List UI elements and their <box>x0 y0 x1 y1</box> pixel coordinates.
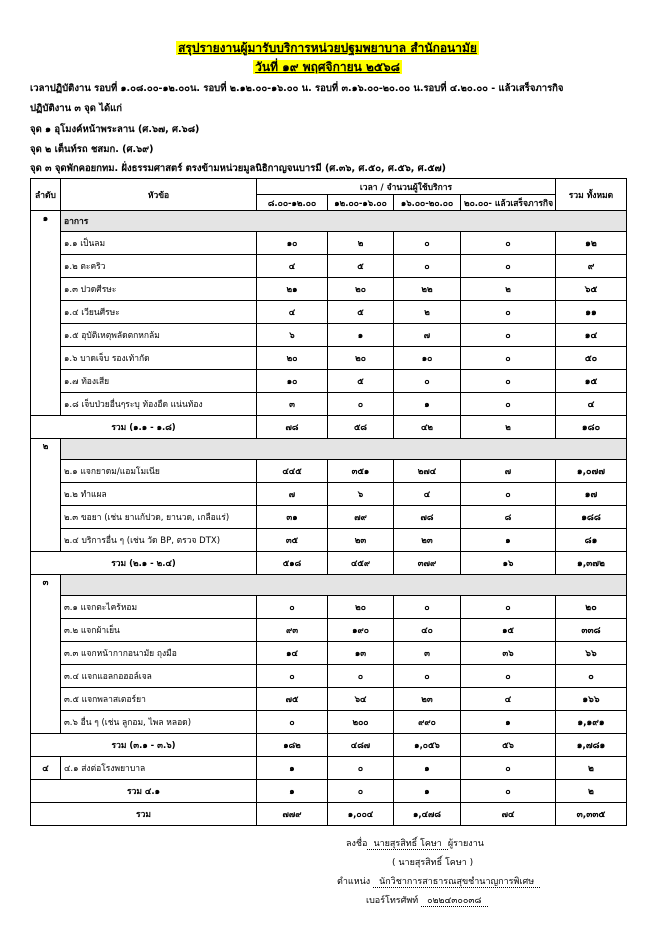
table-row <box>31 324 627 347</box>
table-row <box>31 619 627 642</box>
subtotal-total: ๑๘๐ <box>556 416 627 439</box>
row-value: ๑ <box>257 757 328 780</box>
row-value: ๐ <box>461 255 556 278</box>
row-value: ๐ <box>461 301 556 324</box>
col-time: เวลา / จำนวนผู้ใช้บริการ <box>257 179 556 195</box>
row-value: ๒๒ <box>394 278 461 301</box>
row-value: ๐ <box>461 665 556 688</box>
grand-total-row <box>31 803 627 826</box>
table-row <box>31 460 627 483</box>
row-value: ๐ <box>461 393 556 416</box>
col-topic: หัวข้อ <box>61 179 257 211</box>
table-row <box>31 370 627 393</box>
row-label: ๑.๕ อุบัติเหตุพลัดตกหกล้ม <box>61 324 257 347</box>
row-value: ๐ <box>461 757 556 780</box>
row-total: ๘๑ <box>556 529 627 552</box>
row-total: ๒ <box>556 757 627 780</box>
row-value: ๐ <box>394 255 461 278</box>
grand-total-value: ๑,๐๐๔ <box>328 803 394 826</box>
table-row <box>31 301 627 324</box>
subtotal-value: ๕๖ <box>461 734 556 757</box>
row-label: ๒.๑ แจกยาดม/แอมโมเนีย <box>61 460 257 483</box>
row-label: ๑.๖ บาดเจ็บ รองเท้ากัด <box>61 347 257 370</box>
row-value: ๘ <box>461 506 556 529</box>
row-value: ๒๐ <box>328 347 394 370</box>
row-value: ๐ <box>257 711 328 734</box>
section-name <box>61 439 627 460</box>
row-value: ๔๔๕ <box>257 460 328 483</box>
subtotal-value: ๕๑๘ <box>257 552 328 575</box>
row-label: ๓.๖ อื่น ๆ (เช่น ลูกอม, ไพล หลอด) <box>61 711 257 734</box>
subtotal-label: รวม (๓.๑ - ๓.๖) <box>31 734 257 757</box>
row-label: ๑.๗ ท้องเสีย <box>61 370 257 393</box>
report-title: สรุปรายงานผู้มารับบริการหน่วยปฐมพยาบาล สำนักอนามัย <box>178 41 477 55</box>
signer-phone: เบอร์โทรศัพท์ ๐๒๒๔๓๐๐๓๘ <box>366 893 488 907</box>
row-total: ๐ <box>556 665 627 688</box>
row-label: ๔.๑ ส่งต่อโรงพยาบาล <box>61 757 257 780</box>
grand-total-label: รวม <box>31 803 257 826</box>
row-value: ๑๔ <box>257 642 328 665</box>
subtotal-row <box>31 552 627 575</box>
row-label: ๓.๑ แจกตะไคร้หอม <box>61 596 257 619</box>
slot-1: ๘.๐๐-๑๒.๐๐ <box>257 195 328 211</box>
section-number: ๒ <box>31 439 61 552</box>
row-value: ๑ <box>394 757 461 780</box>
subtotal-total: ๑,๗๘๑ <box>556 734 627 757</box>
row-total: ๖๕ <box>556 278 627 301</box>
row-value: ๑ <box>461 711 556 734</box>
row-value: ๑๐ <box>257 232 328 255</box>
col-order: ลำดับ <box>31 179 61 211</box>
section-header-row <box>31 575 627 596</box>
row-value: ๒๑ <box>257 278 328 301</box>
row-value: ๗ <box>394 324 461 347</box>
row-value: ๕ <box>328 370 394 393</box>
row-value: ๐ <box>394 665 461 688</box>
work-hours: เวลาปฏิบัติงาน รอบที่ ๑.๐๘.๐๐-๑๒.๐๐น. รอบที่ ๒.๑๒.๐๐-๑๖.๐๐ น. รอบที่ ๓.๑๖.๐๐-๒๐.๐๐ น.รอบที่ ๔.๒๐.๐๐ - แล้วเสร็จภารกิจ <box>30 83 564 94</box>
row-value: ๔ <box>394 483 461 506</box>
row-value: ๒๐๐ <box>328 711 394 734</box>
subtotal-value: ๑ <box>394 780 461 803</box>
section-number: ๑ <box>31 211 61 416</box>
grand-total-value: ๗๔ <box>461 803 556 826</box>
subtotal-value: ๑๖ <box>461 552 556 575</box>
report-date: วันที่ ๑๙ พฤศจิกายน ๒๕๖๘ <box>255 60 400 74</box>
subtotal-total: ๒ <box>556 780 627 803</box>
section-name: อาการ <box>61 211 627 232</box>
subtotal-row <box>31 734 627 757</box>
subtotal-value: ๑๘๒ <box>257 734 328 757</box>
subtotal-row <box>31 416 627 439</box>
row-total: ๑๘๘ <box>556 506 627 529</box>
row-value: ๓ <box>394 642 461 665</box>
subtotal-value: ๗๘ <box>257 416 328 439</box>
row-label: ๑.๑ เป็นลม <box>61 232 257 255</box>
row-value: ๐ <box>461 483 556 506</box>
subtotal-label: รวม (๒.๑ - ๒.๔) <box>31 552 257 575</box>
row-value: ๔ <box>257 301 328 324</box>
table-row <box>31 711 627 734</box>
table-row <box>31 232 627 255</box>
row-label: ๒.๔ บริการอื่น ๆ (เช่น วัด BP, ตรวจ DTX) <box>61 529 257 552</box>
row-total: ๑๕ <box>556 370 627 393</box>
row-label: ๓.๓ แจกหน้ากากอนามัย ถุงมือ <box>61 642 257 665</box>
row-value: ๖ <box>257 324 328 347</box>
row-value: ๐ <box>394 596 461 619</box>
row-total: ๔ <box>556 393 627 416</box>
row-total: ๑๗ <box>556 483 627 506</box>
slot-2: ๑๒.๐๐-๑๖.๐๐ <box>328 195 394 211</box>
subtotal-row <box>31 780 627 803</box>
subtotal-value: ๐ <box>328 780 394 803</box>
subtotal-value: ๔๕๙ <box>328 552 394 575</box>
subtotal-value: ๑,๐๕๖ <box>394 734 461 757</box>
row-value: ๐ <box>328 757 394 780</box>
table-row <box>31 665 627 688</box>
table-row <box>31 506 627 529</box>
table-row <box>31 483 627 506</box>
row-total: ๓๓๘ <box>556 619 627 642</box>
row-label: ๑.๒ ตะคริว <box>61 255 257 278</box>
table-row <box>31 642 627 665</box>
row-value: ๒๐ <box>328 596 394 619</box>
point-3: จุด ๓ จุดพักคอยกทม. ฝั่งธรรมศาสตร์ ตรงข้ามหน่วยมูลนิธิกาญจนบารมี (ศ.๓๖, ศ.๕๐, ศ.๕๖, ศ.๕๗) <box>30 163 446 174</box>
row-total: ๑,๐๗๗ <box>556 460 627 483</box>
col-total: รวม ทั้งหมด <box>556 179 627 211</box>
signer-position: ตำแหน่ง นักวิชาการสาธารณสุขชำนาญการพิเศษ <box>337 874 540 888</box>
row-value: ๐ <box>257 665 328 688</box>
row-total: ๑๑ <box>556 301 627 324</box>
row-value: ๒๓ <box>394 688 461 711</box>
row-value: ๒ <box>394 301 461 324</box>
row-value: ๒๓ <box>394 529 461 552</box>
section-number: ๓ <box>31 575 61 734</box>
row-value: ๐ <box>461 232 556 255</box>
table-row <box>31 757 627 780</box>
row-value: ๐ <box>394 232 461 255</box>
row-total: ๑๖๖ <box>556 688 627 711</box>
row-total: ๕๐ <box>556 347 627 370</box>
table-row <box>31 278 627 301</box>
subtotal-value: ๔๒ <box>394 416 461 439</box>
row-value: ๙๓ <box>257 619 328 642</box>
row-value: ๕ <box>328 255 394 278</box>
row-label: ๑.๘ เจ็บป่วยอื่นๆระบุ ท้องอืด แน่นท้อง <box>61 393 257 416</box>
row-value: ๑ <box>328 324 394 347</box>
row-value: ๔๐ <box>394 619 461 642</box>
row-label: ๒.๓ ขอยา (เช่น ยาแก้ปวด, ยานวด, เกลือแร่) <box>61 506 257 529</box>
row-value: ๐ <box>257 596 328 619</box>
row-value: ๐ <box>461 347 556 370</box>
subtotal-label: รวม (๑.๑ - ๑.๘) <box>31 416 257 439</box>
row-total: ๑๒ <box>556 232 627 255</box>
subtotal-value: ๕๘ <box>328 416 394 439</box>
row-value: ๗๙ <box>328 506 394 529</box>
subtotal-label: รวม ๔.๑ <box>31 780 257 803</box>
subtotal-value: ๒ <box>461 416 556 439</box>
row-value: ๕ <box>328 301 394 324</box>
point-2: จุด ๒ เต็นท์รถ ชสมก. (ศ.๖๙) <box>30 144 154 155</box>
slot-3: ๑๖.๐๐-๒๐.๐๐ <box>394 195 461 211</box>
grand-total-total: ๓,๓๓๕ <box>556 803 627 826</box>
row-value: ๖ <box>328 483 394 506</box>
grand-total-value: ๑,๔๗๘ <box>394 803 461 826</box>
point-1: จุด ๑ อุโมงค์หน้าพระลาน (ศ.๖๗, ศ.๖๘) <box>30 124 200 135</box>
row-value: ๑๐ <box>257 370 328 393</box>
grand-total-value: ๗๗๙ <box>257 803 328 826</box>
row-value: ๒๓ <box>328 529 394 552</box>
row-label: ๒.๒ ทำแผล <box>61 483 257 506</box>
row-value: ๒๐ <box>257 347 328 370</box>
section-header-row <box>31 211 627 232</box>
row-value: ๙๙๐ <box>394 711 461 734</box>
row-label: ๓.๒ แจกผ้าเย็น <box>61 619 257 642</box>
table-row <box>31 688 627 711</box>
subtotal-value: ๐ <box>461 780 556 803</box>
row-value: ๓๕ <box>257 529 328 552</box>
row-value: ๗๘ <box>394 506 461 529</box>
work-points-intro: ปฏิบัติงาน ๓ จุด ได้แก่ <box>30 103 123 114</box>
table-row <box>31 596 627 619</box>
row-value: ๒ <box>328 232 394 255</box>
row-total: ๖๖ <box>556 642 627 665</box>
row-value: ๔ <box>257 255 328 278</box>
section-header-row <box>31 439 627 460</box>
row-value: ๒ <box>461 278 556 301</box>
row-total: ๑๔ <box>556 324 627 347</box>
row-value: ๒๗๔ <box>394 460 461 483</box>
row-total: ๒๐ <box>556 596 627 619</box>
signature-line: ลงชื่อ นายสุรสิทธิ์ โคษา ผู้รายงาน <box>346 839 484 849</box>
row-value: ๑ <box>394 393 461 416</box>
row-value: ๐ <box>394 370 461 393</box>
row-value: ๗๕ <box>257 688 328 711</box>
subtotal-value: ๑ <box>257 780 328 803</box>
section-name <box>61 575 627 596</box>
row-value: ๐ <box>328 665 394 688</box>
row-value: ๑๙๐ <box>328 619 394 642</box>
subtotal-total: ๑,๓๗๒ <box>556 552 627 575</box>
row-value: ๐ <box>461 596 556 619</box>
row-value: ๓๑ <box>257 506 328 529</box>
table-row <box>31 347 627 370</box>
row-label: ๓.๔ แจกแอลกอฮอล์เจล <box>61 665 257 688</box>
row-value: ๑๕ <box>461 619 556 642</box>
row-value: ๗ <box>257 483 328 506</box>
table-row <box>31 393 627 416</box>
service-table <box>30 178 627 826</box>
row-value: ๔ <box>461 688 556 711</box>
subtotal-value: ๔๘๗ <box>328 734 394 757</box>
row-label: ๑.๔ เวียนศีรษะ <box>61 301 257 324</box>
table-row <box>31 529 627 552</box>
row-total: ๑,๑๙๑ <box>556 711 627 734</box>
row-value: ๓๖ <box>461 642 556 665</box>
row-value: ๓ <box>257 393 328 416</box>
row-value: ๐ <box>328 393 394 416</box>
row-value: ๓๕๑ <box>328 460 394 483</box>
row-value: ๒๐ <box>328 278 394 301</box>
row-value: ๑๐ <box>394 347 461 370</box>
row-value: ๐ <box>461 370 556 393</box>
row-value: ๑๓ <box>328 642 394 665</box>
slot-4: ๒๐.๐๐- แล้วเสร็จภารกิจ <box>461 195 556 211</box>
row-value: ๑ <box>461 529 556 552</box>
row-label: ๓.๕ แจกพลาสเตอร์ยา <box>61 688 257 711</box>
signer-name: นายสุรสิทธิ์ โคษา <box>367 839 447 850</box>
row-total: ๙ <box>556 255 627 278</box>
row-value: ๐ <box>461 324 556 347</box>
row-value: ๖๔ <box>328 688 394 711</box>
row-label: ๑.๓ ปวดศีรษะ <box>61 278 257 301</box>
section-number: ๔ <box>31 757 61 780</box>
signer-paren-name: ( นายสุรสิทธิ์ โคษา ) <box>392 858 474 868</box>
subtotal-value: ๓๗๙ <box>394 552 461 575</box>
table-row <box>31 255 627 278</box>
row-value: ๗ <box>461 460 556 483</box>
